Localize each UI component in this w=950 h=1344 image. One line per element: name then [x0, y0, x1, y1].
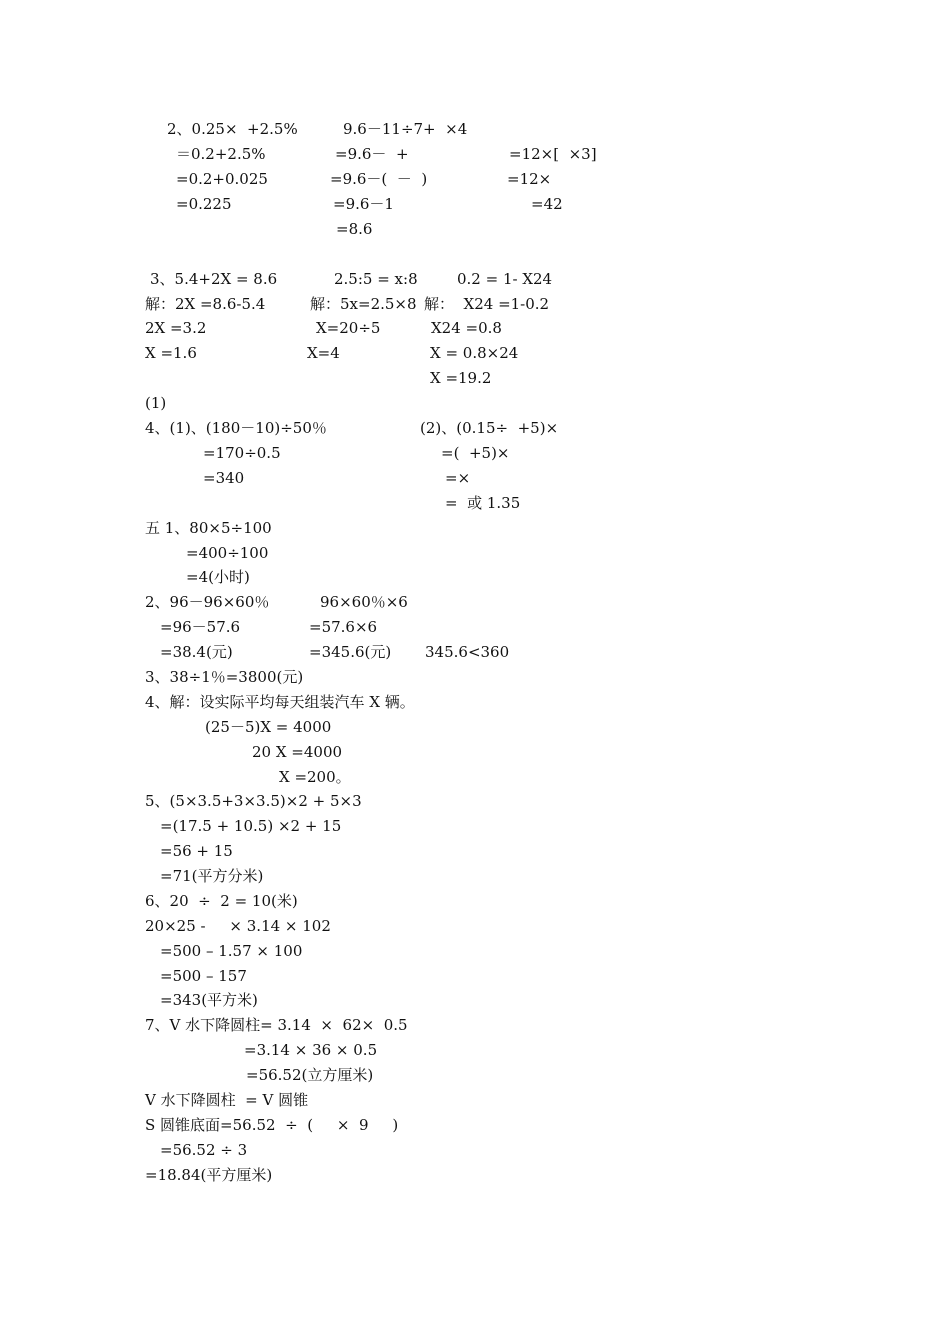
text-line: =57.6×6: [309, 618, 378, 636]
text-line: =(17.5 + 10.5) ×2 + 15: [160, 817, 342, 835]
text-line: =56 + 15: [160, 842, 233, 860]
text-line: 0.2 = 1- X24: [457, 270, 553, 288]
text-line: =56.52 ÷ 3: [160, 1141, 248, 1159]
text-line: X =200。: [279, 768, 351, 786]
text-line: ＝0.2+2.5%: [176, 145, 266, 163]
text-line: 3、5.4+2X = 8.6: [150, 270, 278, 288]
text-line: (1): [145, 394, 167, 412]
text-line: 2、0.25× +2.5%: [167, 120, 298, 138]
text-line: 20×25 - × 3.14 × 102: [145, 917, 331, 935]
text-line: S 圆锥底面=56.52 ÷ ( × 9 ): [145, 1116, 399, 1134]
text-line: =343(平方米): [160, 991, 258, 1009]
text-line: =345.6(元): [309, 643, 392, 661]
text-line: =12×: [507, 170, 552, 188]
text-line: =8.6: [336, 220, 373, 238]
text-line: 6、20 ÷ 2 = 10(米): [145, 892, 298, 910]
text-line: =×: [445, 469, 471, 487]
text-line: 3、38÷1％=3800(元): [145, 668, 304, 686]
text-line: 5、(5×3.5+3×3.5)×2 + 5×3: [145, 792, 362, 810]
text-line: 345.6<360: [425, 643, 510, 661]
text-line: 2X =3.2: [145, 319, 207, 337]
text-line: =56.52(立方厘米): [246, 1066, 374, 1084]
text-line: =3.14 × 36 × 0.5: [244, 1041, 378, 1059]
text-line: = 或 1.35: [445, 494, 521, 512]
text-line: 解： X24 =1-0.2: [424, 295, 550, 313]
text-line: =9.6－( － ): [330, 170, 428, 188]
text-line: =500 – 1.57 × 100: [160, 942, 303, 960]
text-line: 7、V 水下降圆柱= 3.14 × 62× 0.5: [145, 1016, 408, 1034]
text-line: X=4: [307, 344, 340, 362]
text-line: 96×60％×6: [320, 593, 408, 611]
text-line: =18.84(平方厘米): [145, 1166, 273, 1184]
text-line: =9.6－1: [333, 195, 394, 213]
text-line: X =19.2: [430, 369, 492, 387]
text-line: (25－5)X = 4000: [205, 718, 332, 736]
text-line: =0.2+0.025: [176, 170, 268, 188]
text-line: 4、(1)、(180－10)÷50％: [145, 419, 327, 437]
text-line: =42: [531, 195, 563, 213]
text-line: X24 =0.8: [431, 319, 502, 337]
text-line: V 水下降圆柱 = V 圆锥: [145, 1091, 309, 1109]
text-line: =340: [203, 469, 245, 487]
text-line: X = 0.8×24: [430, 344, 519, 362]
text-line: 4、解：设实际平均每天组装汽车 X 辆。: [145, 693, 415, 711]
text-line: 2、96－96×60％: [145, 593, 270, 611]
text-line: 20 X =4000: [252, 743, 343, 761]
text-line: =96－57.6: [160, 618, 241, 636]
text-line: =0.225: [176, 195, 232, 213]
text-line: 解：5x=2.5×8: [310, 295, 417, 313]
text-line: X=20÷5: [316, 319, 381, 337]
text-line: =71(平方分米): [160, 867, 264, 885]
text-line: =38.4(元): [160, 643, 233, 661]
text-line: (2)、(0.15÷ +5)×: [420, 419, 559, 437]
text-line: =400÷100: [186, 544, 269, 562]
text-line: =9.6－ +: [335, 145, 409, 163]
text-line: =( +5)×: [441, 444, 510, 462]
text-line: 2.5:5 = x:8: [334, 270, 418, 288]
text-line: 9.6－11÷7+ ×4: [343, 120, 468, 138]
text-line: 五 1、80×5÷100: [145, 519, 272, 537]
text-line: =4(小时): [186, 568, 250, 586]
text-line: =12×[ ×3]: [509, 145, 597, 163]
text-line: =500 – 157: [160, 967, 247, 985]
text-line: 解：2X =8.6-5.4: [145, 295, 266, 313]
text-line: X =1.6: [145, 344, 197, 362]
text-line: =170÷0.5: [203, 444, 281, 462]
